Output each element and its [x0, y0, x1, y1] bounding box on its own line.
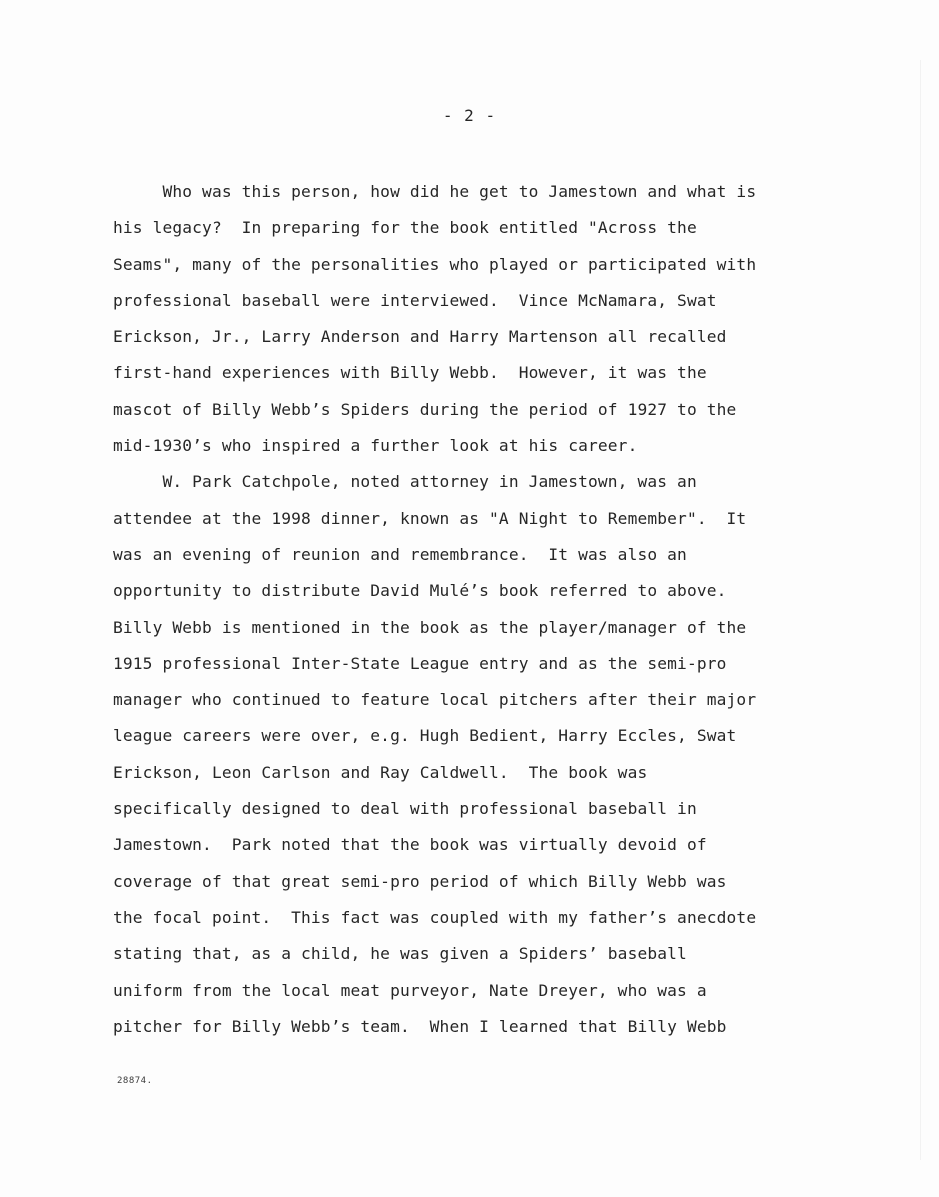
text-line: uniform from the local meat purveyor, Nate Dreyer, who was a [113, 980, 707, 1000]
text-line: Seams", many of the personalities who played or participated with [113, 254, 757, 274]
text-line: stating that, as a child, he was given a Spiders’ baseball [113, 944, 687, 964]
text-line: attendee at the 1998 dinner, known as "A Night to Remember". It [113, 508, 747, 528]
text-line: Erickson, Jr., Larry Anderson and Harry Martenson all recalled [113, 327, 727, 347]
text-line: pitcher for Billy Webb’s team. When I learned that Billy Webb [113, 1016, 727, 1036]
text-line: manager who continued to feature local pitchers after their major [113, 690, 757, 710]
text-line: coverage of that great semi-pro period of which Billy Webb was [113, 871, 727, 891]
text-line: mascot of Billy Webb’s Spiders during the period of 1927 to the [113, 399, 737, 419]
text-line: Jamestown. Park noted that the book was virtually devoid of [113, 835, 707, 855]
text-line: first-hand experiences with Billy Webb. However, it was the [113, 363, 707, 383]
document-id: 28874. [117, 1076, 153, 1086]
text-line: his legacy? In preparing for the book entitled "Across the [113, 218, 697, 238]
text-line: opportunity to distribute David Mulé’s book referred to above. [113, 581, 727, 601]
text-line: Billy Webb is mentioned in the book as the player/manager of the [113, 617, 747, 637]
text-line: league careers were over, e.g. Hugh Bedient, Harry Eccles, Swat [113, 726, 737, 746]
text-line: was an evening of reunion and remembrance. It was also an [113, 544, 687, 564]
text-line: mid-1930’s who inspired a further look at his career. [113, 436, 638, 456]
text-line: 1915 professional Inter-State League entry and as the semi-pro [113, 653, 727, 673]
text-line: professional baseball were interviewed. Vince McNamara, Swat [113, 290, 717, 310]
body-text [113, 174, 853, 1045]
text-line: the focal point. This fact was coupled with my father’s anecdote [113, 907, 757, 927]
text-line: Who was this person, how did he get to Jamestown and what is [113, 182, 757, 201]
page-number: - 2 - [442, 106, 497, 125]
text-line: W. Park Catchpole, noted attorney in Jamestown, was an [113, 472, 697, 492]
scan-edge-divider [920, 60, 921, 1160]
text-line: specifically designed to deal with professional baseball in [113, 799, 697, 819]
text-line: Erickson, Leon Carlson and Ray Caldwell. The book was [113, 762, 648, 782]
